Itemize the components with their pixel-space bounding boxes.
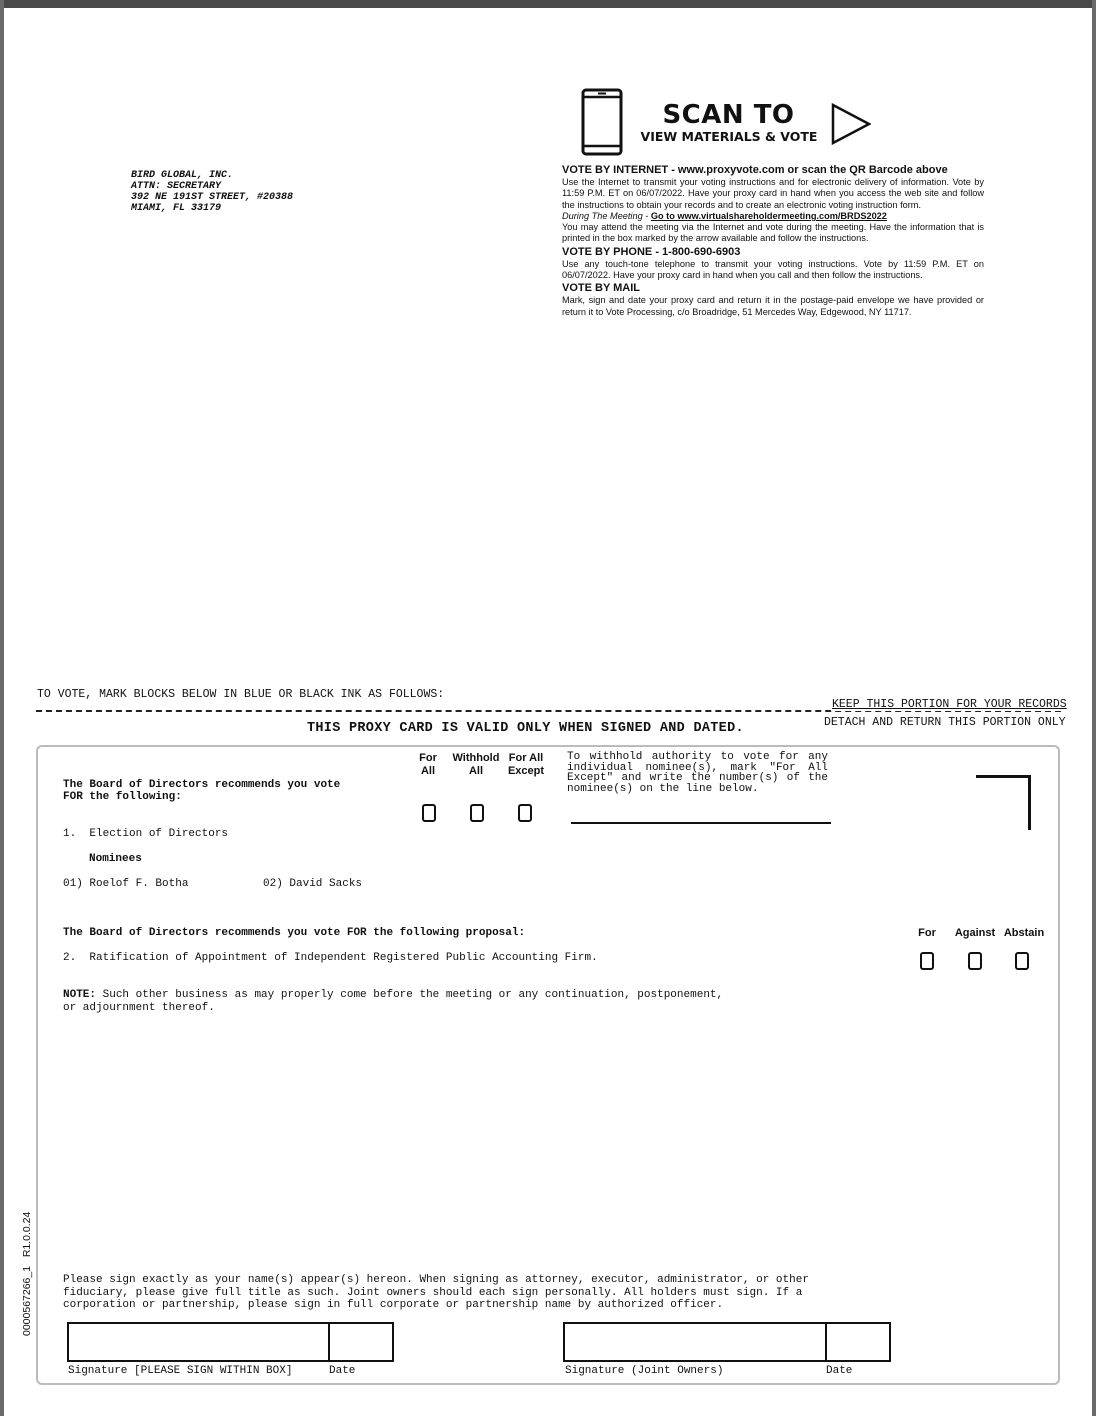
signature-label: Signature [PLEASE SIGN WITHIN BOX] xyxy=(68,1365,293,1377)
company-address xyxy=(131,170,293,214)
joint-signature-label: Signature (Joint Owners) xyxy=(565,1365,724,1377)
note-text xyxy=(63,989,733,1015)
proposal-1-item: 1. Election of Directors xyxy=(63,828,229,840)
date-box[interactable] xyxy=(328,1322,394,1362)
play-arrow-icon xyxy=(831,103,871,145)
mail-heading: VOTE BY MAIL xyxy=(562,282,641,295)
detach-return-label: DETACH AND RETURN THIS PORTION ONLY xyxy=(824,716,1066,729)
withhold-all-checkbox[interactable] xyxy=(470,804,484,822)
meeting-label: During The Meeting - xyxy=(562,210,651,221)
col-for: For xyxy=(918,927,936,939)
nominee-exception-line[interactable] xyxy=(571,822,831,824)
for-all-except-checkbox[interactable] xyxy=(518,804,532,822)
signing-instructions: Please sign exactly as your name(s) appear(s) hereon. When signing as attorney, executor, administrator, or other fiduciary, please give full title as such. Joint owners should each sign personally. All holders must sign. If a corporation or partnership, please sign in full corporate or partnership name by authorized officer. xyxy=(63,1274,809,1311)
col-abstain: Abstain xyxy=(1003,927,1045,939)
withhold-instructions: To withhold authority to vote for any individual nominee(s), mark "For All Except" and write the number(s) of the nominee(s) on the line below. xyxy=(567,751,828,795)
proposal-2-against-checkbox[interactable] xyxy=(968,952,982,970)
ink-instruction: TO VOTE, MARK BLOCKS BELOW IN BLUE OR BLACK INK AS FOLLOWS: xyxy=(37,688,445,701)
window-top-edge xyxy=(0,0,1096,8)
proposal-2-abstain-checkbox[interactable] xyxy=(1015,952,1029,970)
window-left-edge xyxy=(0,0,4,1416)
col-for-all xyxy=(412,752,444,778)
proposal-2-for-checkbox[interactable] xyxy=(920,952,934,970)
document-code: 0000567266_1 R1.0.0.24 xyxy=(21,1211,33,1336)
nominee-2: 02) David Sacks xyxy=(263,878,363,890)
phone-heading: VOTE BY PHONE - 1-800-690-6903 xyxy=(562,245,741,258)
control-number-corner-mark xyxy=(976,775,1031,830)
valid-notice: THIS PROXY CARD IS VALID ONLY WHEN SIGNED AND DATED. xyxy=(307,721,744,736)
joint-date-label: Date xyxy=(826,1365,853,1377)
col-withhold-all xyxy=(450,752,502,778)
scan-subtitle: VIEW MATERIALS & VOTE xyxy=(640,129,818,144)
note-label: NOTE: xyxy=(63,989,97,1001)
voting-instructions xyxy=(562,163,984,318)
proposal-2-item: 2. Ratification of Appointment of Independent Registered Public Accounting Firm. xyxy=(63,952,598,964)
internet-heading: VOTE BY INTERNET - www.proxyvote.com or scan the QR Barcode above xyxy=(562,164,948,176)
joint-signature-box[interactable] xyxy=(563,1322,827,1362)
company-city: MIAMI, FL 33179 xyxy=(131,203,222,214)
col-except-line1: For All xyxy=(508,752,544,764)
meeting-link[interactable]: Go to www.virtualshareholdermeeting.com/BRDS2022 xyxy=(650,210,887,221)
mail-body: Mark, sign and date your proxy card and return it in the postage-paid envelope we have provided or return it to Vote Processing, c/o Broadridge, 51 Mercedes Way, Edgewood, NY 11717. xyxy=(562,295,984,317)
window-right-edge xyxy=(1092,0,1096,1416)
col-for-all-except xyxy=(505,752,547,778)
board-recommendation-2: The Board of Directors recommends you vote FOR the following proposal: xyxy=(63,927,526,939)
company-street: 392 NE 191ST STREET, #20388 xyxy=(131,192,294,203)
nominee-1: 01) Roelof F. Botha xyxy=(63,878,189,890)
col-for-all-line1: For xyxy=(419,752,437,764)
col-withhold-line2: All xyxy=(468,765,484,777)
for-all-checkbox[interactable] xyxy=(422,804,436,822)
keep-portion-label: KEEP THIS PORTION FOR YOUR RECORDS xyxy=(832,698,1067,711)
joint-date-box[interactable] xyxy=(825,1322,891,1362)
col-against: Against xyxy=(954,927,996,939)
date-label: Date xyxy=(329,1365,356,1377)
company-name: BIRD GLOBAL, INC. xyxy=(131,170,234,181)
col-except-line2: Except xyxy=(507,765,545,777)
meeting-line xyxy=(562,211,984,222)
meeting-body: You may attend the meeting via the Internet and vote during the meeting. Have the information that is printed in the box marked by the arrow available and follow the instructions. xyxy=(562,222,984,244)
phone-icon xyxy=(581,88,623,156)
signature-box[interactable] xyxy=(67,1322,330,1362)
internet-body: Use the Internet to transmit your voting instructions and for electronic delivery of information. Vote by 11:59 P.M. ET on 06/07/2022. Have your proxy card in hand when you access the web site and follow the instructions to obtain your records and to create an electronic voting instruction form. xyxy=(562,177,984,210)
nominees-label: Nominees xyxy=(89,853,142,865)
note-body: Such other business as may properly come before the meeting or any continuation, postponement, or adjournment thereof. xyxy=(63,989,724,1014)
col-withhold-line1: Withhold xyxy=(452,752,500,764)
phone-body: Use any touch-tone telephone to transmit your voting instructions. Vote by 11:59 P.M. ET on 06/07/2022. Have your proxy card in hand when you call and then follow the instructions. xyxy=(562,258,984,281)
scan-title: SCAN TO xyxy=(662,100,795,130)
board-recommendation-1: The Board of Directors recommends you vote FOR the following: xyxy=(63,779,341,803)
col-for-all-line2: All xyxy=(420,765,436,777)
company-attn: ATTN: SECRETARY xyxy=(131,181,222,192)
